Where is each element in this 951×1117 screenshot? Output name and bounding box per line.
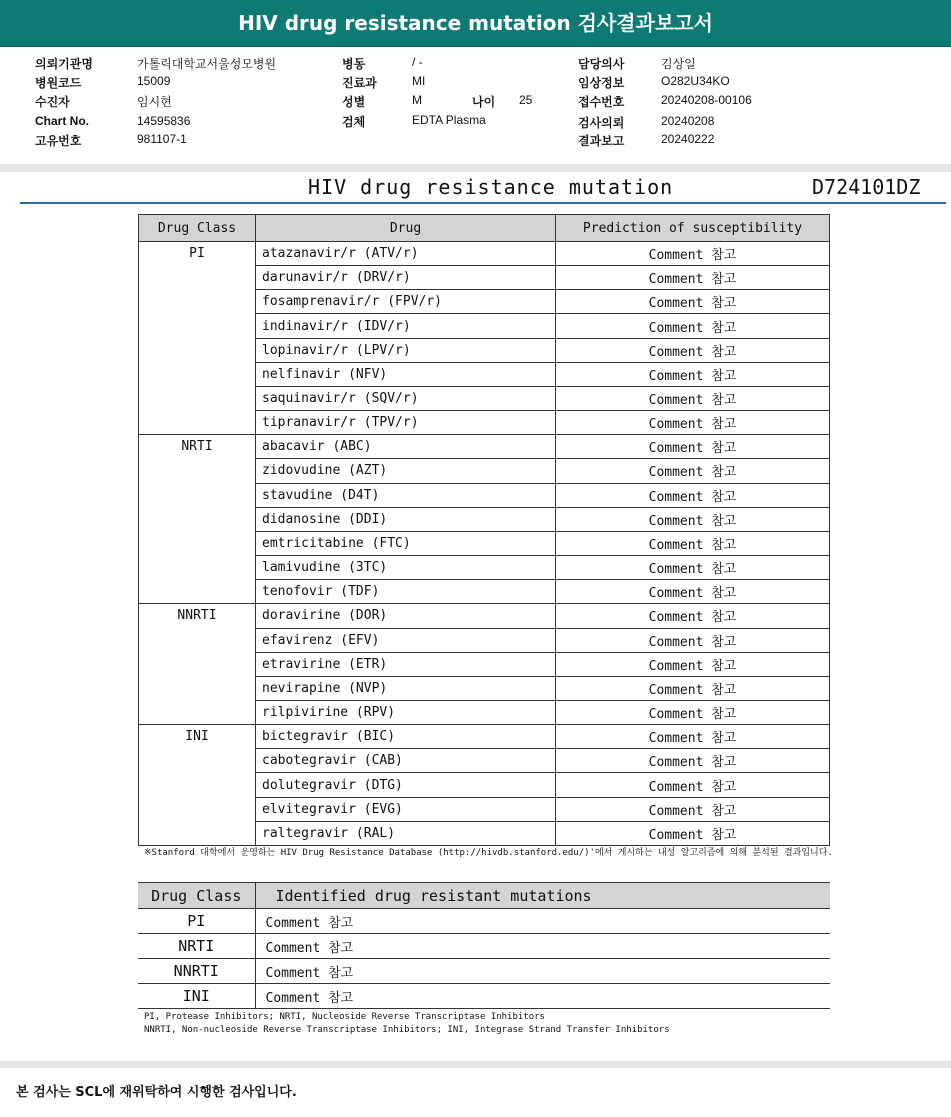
drug-class: PI xyxy=(138,909,255,934)
prediction: Comment 참고 xyxy=(556,507,830,531)
prediction: Comment 참고 xyxy=(556,435,830,459)
prediction: Comment 참고 xyxy=(556,338,830,362)
info-value: / - xyxy=(412,55,423,69)
info-label: 담당의사 xyxy=(578,57,625,71)
divider xyxy=(0,164,951,172)
patient-info xyxy=(0,55,951,155)
drug-name: efavirenz (EFV) xyxy=(256,628,556,652)
info-value: 20240222 xyxy=(661,132,715,146)
prediction: Comment 참고 xyxy=(556,580,830,604)
mutations: Comment 참고 xyxy=(255,984,830,1009)
divider xyxy=(0,1061,951,1068)
prediction: Comment 참고 xyxy=(556,749,830,773)
prediction: Comment 참고 xyxy=(556,290,830,314)
info-value: O282U34KO xyxy=(661,74,730,88)
info-value: 20240208 xyxy=(661,114,715,128)
report-code: D724101DZ xyxy=(812,175,921,199)
col-header: Drug xyxy=(256,215,556,242)
drug-name: abacavir (ABC) xyxy=(256,435,556,459)
drug-name: etravirine (ETR) xyxy=(256,652,556,676)
drug-name: cabotegravir (CAB) xyxy=(256,749,556,773)
prediction: Comment 참고 xyxy=(556,266,830,290)
table-row xyxy=(138,934,830,959)
drug-name: atazanavir/r (ATV/r) xyxy=(256,242,556,266)
drug-name: rilpivirine (RPV) xyxy=(256,700,556,724)
info-value: MI xyxy=(412,74,426,88)
info-label: 병원코드 xyxy=(35,76,82,90)
bottom-notice: 본 검사는 SCL에 재위탁하여 시행한 검사입니다. xyxy=(16,1085,297,1100)
drug-name: bictegravir (BIC) xyxy=(256,725,556,749)
info-label: 검사의뢰 xyxy=(578,116,625,130)
info-value: 14595836 xyxy=(137,114,191,128)
drug-class: INI xyxy=(138,984,255,1009)
prediction: Comment 참고 xyxy=(556,652,830,676)
info-label: 고유번호 xyxy=(35,134,82,148)
note: PI, Protease Inhibitors; NRTI, Nucleoside Reverse Transcriptase Inhibitors xyxy=(144,1012,545,1022)
prediction: Comment 참고 xyxy=(556,604,830,628)
info-value: M xyxy=(412,93,422,107)
drug-name: zidovudine (AZT) xyxy=(256,459,556,483)
prediction: Comment 참고 xyxy=(556,242,830,266)
drug-name: tenofovir (TDF) xyxy=(256,580,556,604)
drug-name: lopinavir/r (LPV/r) xyxy=(256,338,556,362)
prediction: Comment 참고 xyxy=(556,700,830,724)
mutations-table xyxy=(138,882,830,1009)
table-row xyxy=(139,725,830,749)
table-row xyxy=(138,984,830,1009)
table-row xyxy=(139,435,830,459)
susceptibility-table xyxy=(138,214,830,846)
prediction: Comment 참고 xyxy=(556,362,830,386)
drug-name: nelfinavir (NFV) xyxy=(256,362,556,386)
prediction: Comment 참고 xyxy=(556,411,830,435)
prediction: Comment 참고 xyxy=(556,773,830,797)
prediction: Comment 참고 xyxy=(556,459,830,483)
info-label: 검체 xyxy=(342,115,366,129)
prediction: Comment 참고 xyxy=(556,725,830,749)
info-label: 접수번호 xyxy=(578,95,625,109)
drug-name: didanosine (DDI) xyxy=(256,507,556,531)
drug-name: fosamprenavir/r (FPV/r) xyxy=(256,290,556,314)
table-row xyxy=(138,909,830,934)
info-value: EDTA Plasma xyxy=(412,113,486,127)
col-header: Identified drug resistant mutations xyxy=(255,883,830,909)
drug-name: saquinavir/r (SQV/r) xyxy=(256,386,556,410)
info-value: 가톨릭대학교서울성모병원 xyxy=(137,57,277,71)
abbreviation-notes xyxy=(144,1011,670,1037)
prediction: Comment 참고 xyxy=(556,628,830,652)
info-label: 결과보고 xyxy=(578,134,625,148)
drug-name: elvitegravir (EVG) xyxy=(256,797,556,821)
info-label: 진료과 xyxy=(342,76,377,90)
footnote: ※Stanford 대학에서 운영하는 HIV Drug Resistance Database (http://hivdb.stanford.edu/)'에서 게시하는 내성 알고리즘에 의해 분석된 결과입니다. xyxy=(144,848,833,858)
title-underline xyxy=(20,202,946,204)
info-label: Chart No. xyxy=(35,114,89,128)
drug-name: doravirine (DOR) xyxy=(256,604,556,628)
prediction: Comment 참고 xyxy=(556,821,830,845)
info-value: 김상일 xyxy=(661,57,696,71)
prediction: Comment 참고 xyxy=(556,556,830,580)
info-label: 임상정보 xyxy=(578,76,625,90)
drug-name: tipranavir/r (TPV/r) xyxy=(256,411,556,435)
drug-class: NNRTI xyxy=(139,604,256,725)
info-label: 나이 xyxy=(472,95,496,109)
info-value: 25 xyxy=(519,93,533,107)
info-value: 임시현 xyxy=(137,95,172,109)
drug-class: NRTI xyxy=(139,435,256,604)
info-label: 의뢰기관명 xyxy=(35,57,93,71)
mutations: Comment 참고 xyxy=(255,934,830,959)
table-row xyxy=(139,604,830,628)
info-value: 20240208-00106 xyxy=(661,93,752,107)
note: NNRTI, Non-nucleoside Reverse Transcriptase Inhibitors; INI, Integrase Strand Transfer Inhibitors xyxy=(144,1025,670,1035)
info-label: 성별 xyxy=(342,95,366,109)
table-row xyxy=(138,959,830,984)
drug-name: nevirapine (NVP) xyxy=(256,676,556,700)
drug-name: indinavir/r (IDV/r) xyxy=(256,314,556,338)
drug-class: NRTI xyxy=(138,934,255,959)
table-row xyxy=(139,242,830,266)
col-header: Drug Class xyxy=(139,215,256,242)
report-title: HIV drug resistance mutation xyxy=(308,175,674,199)
mutations: Comment 참고 xyxy=(255,959,830,984)
col-header: Prediction of susceptibility xyxy=(556,215,830,242)
report-header: HIV drug resistance mutation 검사결과보고서 xyxy=(0,0,951,47)
prediction: Comment 참고 xyxy=(556,314,830,338)
prediction: Comment 참고 xyxy=(556,483,830,507)
info-label: 병동 xyxy=(342,57,366,71)
drug-name: raltegravir (RAL) xyxy=(256,821,556,845)
info-label: 수진자 xyxy=(35,95,70,109)
drug-name: lamivudine (3TC) xyxy=(256,556,556,580)
drug-class: INI xyxy=(139,725,256,846)
drug-name: darunavir/r (DRV/r) xyxy=(256,266,556,290)
drug-class: NNRTI xyxy=(138,959,255,984)
info-value: 981107-1 xyxy=(137,132,187,146)
prediction: Comment 참고 xyxy=(556,531,830,555)
drug-class: PI xyxy=(139,242,256,435)
prediction: Comment 참고 xyxy=(556,676,830,700)
drug-name: dolutegravir (DTG) xyxy=(256,773,556,797)
prediction: Comment 참고 xyxy=(556,797,830,821)
info-value: 15009 xyxy=(137,74,171,88)
col-header: Drug Class xyxy=(138,883,255,909)
prediction: Comment 참고 xyxy=(556,386,830,410)
drug-name: emtricitabine (FTC) xyxy=(256,531,556,555)
drug-name: stavudine (D4T) xyxy=(256,483,556,507)
mutations: Comment 참고 xyxy=(255,909,830,934)
